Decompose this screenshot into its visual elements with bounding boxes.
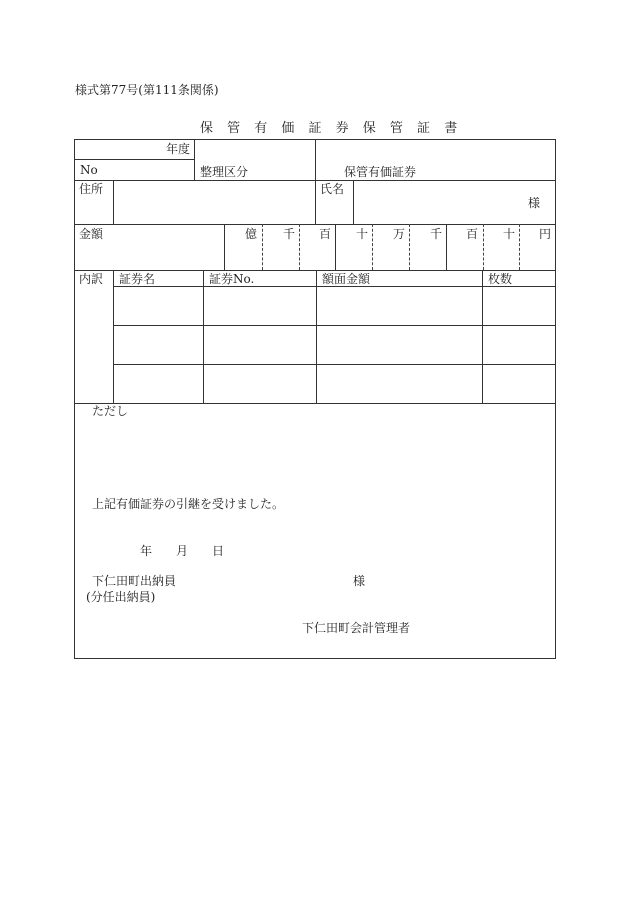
column-header-security-no: 証券No. (209, 272, 255, 286)
category-label: 整理区分 (200, 165, 249, 179)
unit-man: 万 (393, 227, 406, 241)
divider (315, 139, 316, 224)
unit-juu: 十 (356, 227, 369, 241)
divider (74, 403, 556, 404)
date-year: 年 (140, 544, 153, 558)
document-title: 保 管 有 価 証 券 保 管 証 書 (200, 121, 463, 136)
treasurer-honorific: 様 (353, 574, 366, 588)
securities-label: 保管有価証券 (344, 165, 417, 179)
unit-yen: 円 (539, 227, 552, 241)
divider (316, 270, 317, 403)
divider (113, 325, 556, 326)
unit-sen: 千 (430, 227, 443, 241)
divider (482, 270, 483, 403)
no-label: No (80, 163, 98, 177)
digit-divider (483, 224, 484, 270)
divider (113, 270, 114, 403)
divider (113, 364, 556, 365)
column-header-count: 枚数 (488, 272, 513, 286)
divider (353, 180, 354, 224)
date-day: 日 (212, 544, 225, 558)
column-header-face-value: 額面金額 (322, 272, 371, 286)
divider (203, 270, 204, 403)
column-header-security-name: 証券名 (119, 272, 156, 286)
receipt-statement: 上記有価証券の引継を受けました。 (92, 497, 285, 511)
address-label: 住所 (79, 182, 104, 196)
unit-sen: 千 (283, 227, 296, 241)
sub-treasurer-label: (分任出納員) (86, 590, 156, 604)
divider (113, 286, 556, 287)
date-month: 月 (176, 544, 189, 558)
unit-oku: 億 (245, 227, 258, 241)
divider (74, 159, 194, 160)
digit-divider (372, 224, 373, 270)
honorific: 様 (528, 196, 541, 210)
accounting-manager-label: 下仁田町会計管理者 (302, 621, 411, 635)
divider (194, 139, 195, 180)
treasurer-label: 下仁田町出納員 (92, 574, 177, 588)
proviso-label: ただし (92, 404, 129, 418)
digit-divider (409, 224, 410, 270)
divider (224, 224, 225, 270)
name-label: 氏名 (320, 182, 345, 196)
unit-hyaku: 百 (319, 227, 332, 241)
digit-divider (446, 224, 447, 270)
digit-divider (299, 224, 300, 270)
divider (74, 270, 556, 271)
fiscal-year-label: 年度 (166, 142, 191, 156)
digit-divider (335, 224, 336, 270)
digit-divider (519, 224, 520, 270)
unit-hyaku: 百 (466, 227, 479, 241)
amount-label: 金額 (79, 227, 104, 241)
digit-divider (262, 224, 263, 270)
form-number: 様式第77号(第111条関係) (75, 83, 219, 97)
divider (113, 180, 114, 224)
unit-juu: 十 (503, 227, 516, 241)
breakdown-label: 内訳 (79, 272, 104, 286)
